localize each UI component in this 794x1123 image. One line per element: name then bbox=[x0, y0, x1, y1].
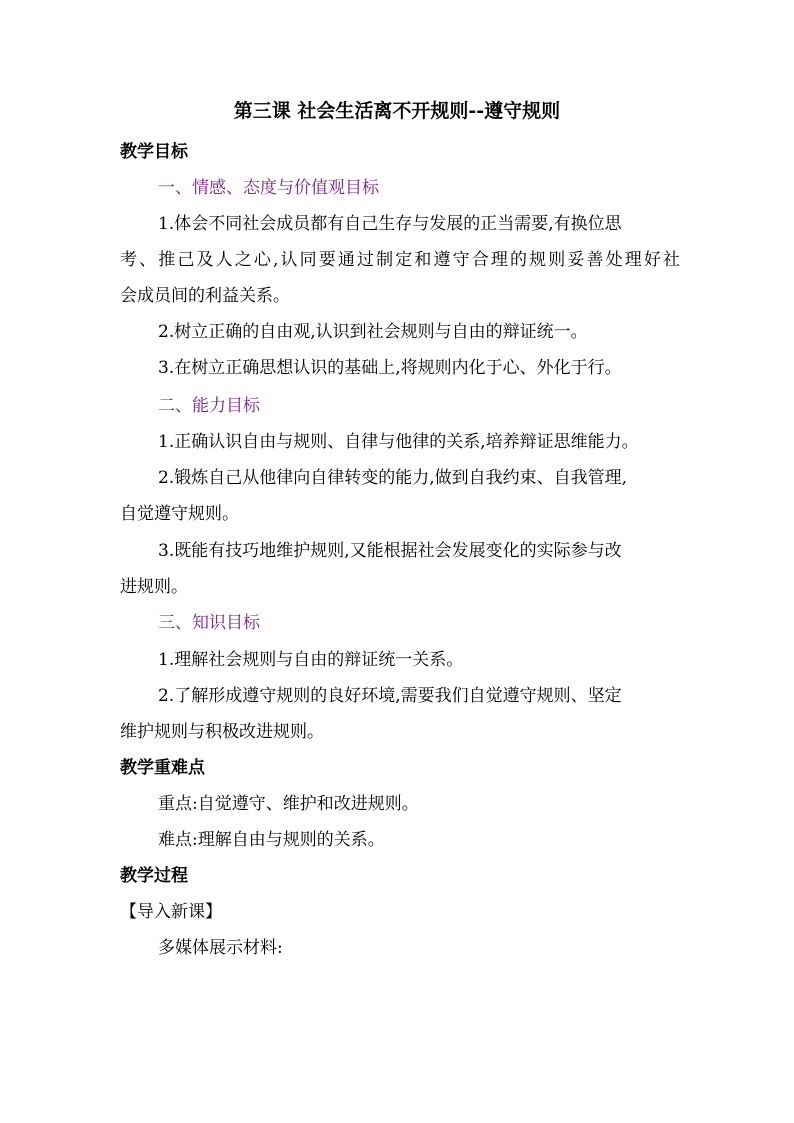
lesson-title: 第三课 社会生活离不开规则--遵守规则 bbox=[233, 100, 561, 122]
paragraph-line: 1.体会不同社会成员都有自己生存与发展的正当需要,有换位思 bbox=[158, 214, 622, 234]
paragraph-line: 进规则。 bbox=[120, 577, 188, 597]
paragraph-line: 2.树立正确的自由观,认识到社会规则与自由的辩证统一。 bbox=[158, 322, 588, 342]
paragraph-line: 考、推己及人之心,认同要通过制定和遵守合理的规则妥善处理好社 bbox=[120, 250, 680, 270]
paragraph-line: 维护规则与积极改进规则。 bbox=[120, 722, 324, 742]
paragraph-line: 会成员间的利益关系。 bbox=[120, 286, 290, 306]
subheading-attitude: 一、情感、态度与价值观目标 bbox=[158, 178, 379, 198]
difficult-point-text: 难点:理解自由与规则的关系。 bbox=[158, 830, 385, 850]
subheading-knowledge: 三、知识目标 bbox=[158, 613, 260, 633]
objectives-heading: 教学目标 bbox=[120, 142, 188, 162]
key-point-text: 重点:自觉遵守、维护和改进规则。 bbox=[158, 794, 419, 814]
paragraph-line: 1.理解社会规则与自由的辩证统一关系。 bbox=[158, 650, 464, 670]
intro-heading: 【导入新课】 bbox=[120, 902, 222, 922]
key-points-heading: 教学重难点 bbox=[120, 758, 205, 778]
paragraph-line: 2.了解形成遵守规则的良好环境,需要我们自觉遵守规则、坚定 bbox=[158, 686, 622, 706]
process-heading: 教学过程 bbox=[120, 866, 188, 886]
paragraph-line: 3.既能有技巧地维护规则,又能根据社会发展变化的实际参与改 bbox=[158, 541, 622, 561]
paragraph-line: 1.正确认识自由与规则、自律与他律的关系,培养辩证思维能力。 bbox=[158, 432, 639, 452]
subheading-ability: 二、能力目标 bbox=[158, 396, 260, 416]
paragraph-line: 自觉遵守规则。 bbox=[120, 504, 239, 524]
paragraph-line: 3.在树立正确思想认识的基础上,将规则内化于心、外化于行。 bbox=[158, 358, 622, 378]
intro-text: 多媒体展示材料: bbox=[158, 938, 283, 958]
paragraph-line: 2.锻炼自己从他律向自律转变的能力,做到自我约束、自我管理, bbox=[158, 468, 628, 488]
